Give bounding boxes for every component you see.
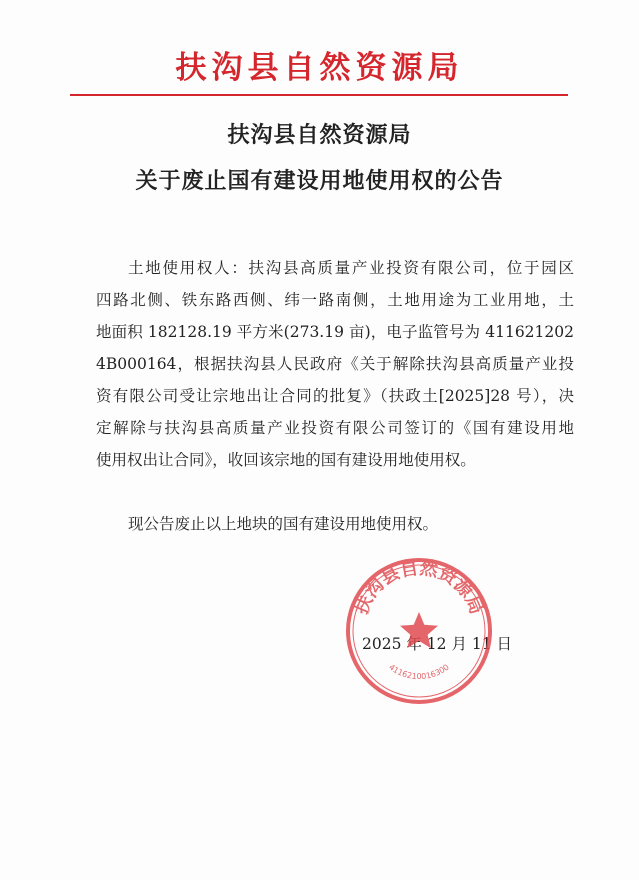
body-line: 定解除与扶沟县高质量产业投资有限公司签订的《国有建设用地 — [96, 419, 574, 437]
seal-code: 4116210016300 — [387, 662, 451, 682]
body-line: 地面积 182128.19 平方米(273.19 亩)，电子监管号为 411621202 — [96, 323, 574, 341]
body-line: 四路北侧、铁东路西侧、纬一路南侧，土地用途为工业用地，土 — [96, 291, 574, 309]
svg-text:4116210016300 — [387, 663, 451, 682]
notice-body — [96, 252, 574, 476]
body-line: 土地使用权人：扶沟县高质量产业投资有限公司，位于园区 — [128, 259, 574, 277]
notice-title-line1: 扶沟县自然资源局 — [227, 122, 412, 148]
masthead-red-line — [70, 94, 568, 96]
svg-text:扶沟县自然资源局 — [350, 557, 487, 618]
seal-text: 扶沟县自然资源局 — [351, 557, 487, 618]
notice-title-line2: 关于废止国有建设用地使用权的公告 — [135, 168, 504, 194]
body-line: 4B000164，根据扶沟县人民政府《关于解除扶沟县高质量产业投 — [96, 355, 574, 373]
body-line: 资有限公司受让宗地出让合同的批复》（扶政土[2025]28 号），决 — [96, 387, 574, 405]
closing-statement: 现公告废止以上地块的国有建设用地使用权。 — [128, 515, 439, 533]
issue-date: 2025 年 12 月 11 日 — [362, 635, 513, 653]
body-line: 使用权出让合同》，收回该宗地的国有建设用地使用权。 — [96, 451, 476, 469]
masthead-title: 扶沟县自然资源局 — [175, 50, 464, 86]
official-seal-icon — [344, 556, 494, 706]
